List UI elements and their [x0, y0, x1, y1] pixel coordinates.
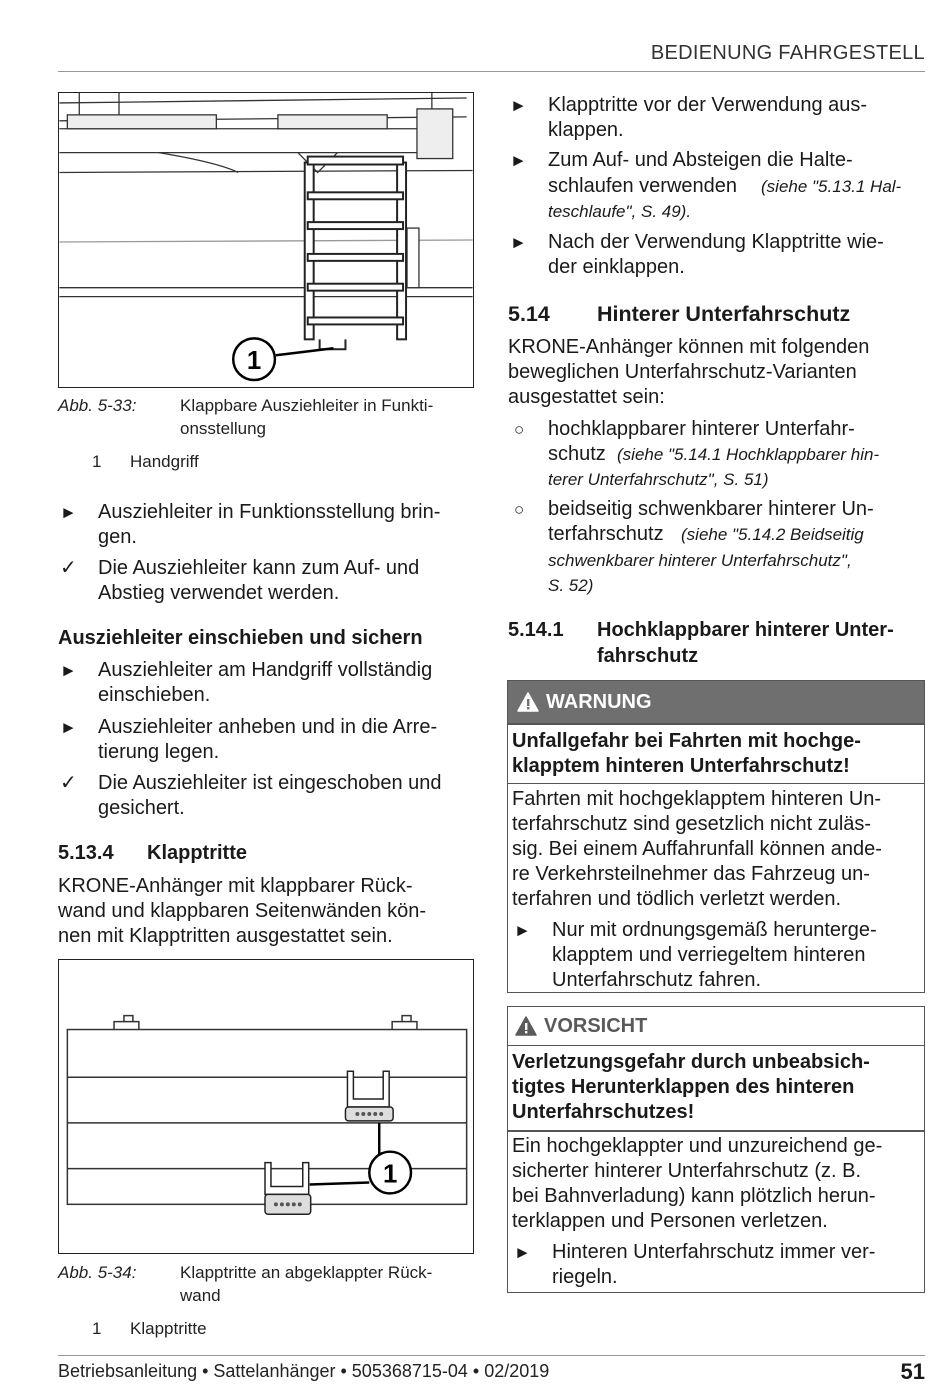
list-bullet: ○ — [514, 420, 525, 439]
caution-body-line3: bei Bahnverladung) kann plötzlich herun- — [512, 1185, 876, 1207]
checkmark-icon: ✓ — [60, 557, 77, 579]
unterfahrschutz-intro-line1: KRONE-Anhänger können mit folgenden — [508, 336, 870, 358]
cross-reference-link[interactable]: (siehe "5.13.1 Hal- — [761, 177, 902, 196]
figure1-caption-label: Abb. 5-33: — [58, 396, 137, 415]
right-action3-line1: Nach der Verwendung Klapptritte wie- — [548, 231, 884, 253]
left-action1-line1: Ausziehleiter in Funktionsstellung brin- — [98, 501, 441, 523]
subsection-title-line1: Hochklappbarer hinterer Unter- — [597, 619, 894, 641]
section-title-unterfahrschutz: Hinterer Unterfahrschutz — [597, 302, 851, 326]
klapptritte-illustration — [59, 960, 473, 1253]
left-result2-line1: Die Ausziehleiter ist eingeschoben und — [98, 772, 442, 794]
warning-divider — [508, 723, 924, 725]
figure2-caption-line2: wand — [180, 1286, 221, 1305]
left-action3-line1: Ausziehleiter anheben und in die Arre- — [98, 716, 438, 738]
figure1-callout: 1 — [246, 347, 262, 376]
action-marker: ► — [60, 503, 77, 522]
header-divider — [58, 71, 925, 72]
caution-body-line4: terklappen und Personen verletzen. — [512, 1210, 828, 1232]
figure2-legend-number: 1 — [92, 1319, 102, 1338]
figure2-caption-line1: Klapptritte an abgeklappter Rück- — [180, 1263, 433, 1282]
left-action1-line2: gen. — [98, 526, 137, 548]
action-marker: ► — [60, 718, 77, 737]
left-result1-line2: Abstieg verwendet werden. — [98, 582, 340, 604]
warning-triangle-icon — [514, 1015, 538, 1037]
unterfahrschutz-intro-line3: ausgestattet sein: — [508, 386, 665, 408]
warning-header — [508, 681, 924, 723]
action-marker: ► — [514, 920, 531, 940]
page-header-title: BEDIENUNG FAHRGESTELL — [650, 42, 925, 64]
figure1-legend-text: Handgriff — [130, 452, 199, 471]
action-marker: ► — [510, 233, 527, 252]
section-number-5-13-4: 5.13.4 — [58, 842, 114, 864]
cross-reference-link[interactable]: schwenkbarer hinterer Unterfahrschutz", — [548, 551, 852, 570]
footer-document-info: Betriebsanleitung • Sattelanhänger • 505368715-04 • 02/2019 — [58, 1361, 550, 1381]
variant1-line2: schutz — [548, 443, 606, 465]
right-action1-line2: klappen. — [548, 119, 624, 141]
caution-body-line2: sicherter hinterer Unterfahrschutz (z. B. — [512, 1160, 862, 1182]
caution-body-line1: Ein hochgeklappter und unzureichend ge- — [512, 1135, 883, 1157]
caution-title-line2: tigtes Herunterklappen des hinteren — [512, 1076, 855, 1098]
caution-action-line2: riegeln. — [552, 1266, 618, 1288]
warning-title-line1: Unfallgefahr bei Fahrten mit hochge- — [512, 729, 861, 752]
warning-body-line1: Fahrten mit hochgeklapptem hinteren Un- — [512, 787, 882, 810]
right-action1-line1: Klapptritte vor der Verwendung aus- — [548, 94, 868, 116]
figure2-caption-label: Abb. 5-34: — [58, 1263, 137, 1282]
caution-title-line1: Verletzungsgefahr durch unbeabsich- — [512, 1051, 870, 1073]
caution-title-line3: Unterfahrschutzes! — [512, 1101, 695, 1123]
warning-body-line3: sig. Bei einem Auffahrunfall können ande- — [512, 837, 882, 860]
warning-action-line1: Nur mit ordnungsgemäß herunterge- — [552, 918, 877, 941]
left-result1-line1: Die Ausziehleiter kann zum Auf- und — [98, 557, 420, 579]
action-marker: ► — [514, 1243, 531, 1262]
cross-reference-link[interactable]: S. 52) — [548, 576, 594, 595]
warning-title-divider — [508, 783, 924, 785]
warning-box — [507, 680, 925, 993]
cross-reference-link[interactable]: (siehe "5.14.1 Hochklappbarer hin- — [617, 445, 880, 464]
subsection-title-line2: fahrschutz — [597, 645, 699, 667]
warning-label: WARNUNG — [546, 690, 652, 713]
left-action2-line1: Ausziehleiter am Handgriff vollständig — [98, 659, 433, 681]
caution-box — [507, 1006, 925, 1293]
variant1-line1: hochklappbarer hinterer Unterfahr- — [548, 418, 855, 440]
klapptritte-para-line2: wand und klappbaren Seitenwänden kön- — [58, 900, 427, 922]
left-action2-line2: einschieben. — [98, 684, 211, 706]
warning-body-line4: re Verkehrsteilnehmer das Fahrzeug un- — [512, 862, 870, 885]
cross-reference-link[interactable]: terer Unterfahrschutz", S. 51) — [548, 470, 769, 489]
klapptritte-para-line3: nen mit Klapptritten ausgestattet sein. — [58, 925, 393, 947]
figure1-legend-number: 1 — [92, 452, 102, 471]
figure1-caption-line1: Klappbare Ausziehleiter in Funkti- — [180, 396, 434, 415]
subheading-einschieben: Ausziehleiter einschieben und sichern — [58, 627, 423, 649]
warning-triangle-icon — [516, 691, 540, 713]
variant2-line2: terfahrschutz — [548, 523, 664, 545]
subsection-number-5-14-1: 5.14.1 — [508, 619, 564, 641]
checkmark-icon: ✓ — [60, 772, 77, 794]
figure2-callout: 1 — [382, 1160, 398, 1189]
section-number-5-14: 5.14 — [508, 302, 550, 326]
list-bullet: ○ — [514, 500, 525, 519]
section-title-klapptritte: Klapptritte — [147, 842, 247, 864]
cross-reference-link[interactable]: (siehe "5.14.2 Beidseitig — [681, 525, 864, 544]
caution-title-divider — [508, 1130, 924, 1132]
left-result2-line2: gesichert. — [98, 797, 185, 819]
unterfahrschutz-intro-line2: beweglichen Unterfahrschutz-Varianten — [508, 361, 857, 383]
cross-reference-link[interactable]: teschlaufe", S. 49). — [548, 202, 692, 221]
warning-body-line5: terfahren und tödlich verletzt werden. — [512, 887, 842, 910]
figure1-caption-line2: onsstellung — [180, 419, 267, 438]
right-action3-line2: der einklappen. — [548, 256, 685, 278]
warning-body-line2: terfahrschutz sind gesetzlich nicht zuläs- — [512, 812, 872, 835]
warning-action-line3: Unterfahrschutz fahren. — [552, 968, 761, 991]
ladder-illustration — [59, 93, 473, 387]
figure2-legend-text: Klapptritte — [130, 1319, 207, 1338]
warning-action-line2: klapptem und verriegeltem hinteren — [552, 943, 866, 966]
figure-klapptritte — [58, 959, 474, 1254]
figure-ladder — [58, 92, 474, 388]
caution-action-line1: Hinteren Unterfahrschutz immer ver- — [552, 1241, 876, 1263]
action-marker: ► — [60, 661, 77, 680]
right-action2-line2: schlaufen verwenden — [548, 175, 738, 197]
variant2-line1: beidseitig schwenkbarer hinterer Un- — [548, 498, 874, 520]
left-action3-line2: tierung legen. — [98, 741, 220, 763]
caution-label: VORSICHT — [544, 1014, 648, 1037]
right-action2-line1: Zum Auf- und Absteigen die Halte- — [548, 149, 853, 171]
klapptritte-para-line1: KRONE-Anhänger mit klappbarer Rück- — [58, 875, 413, 897]
warning-title-line2: klapptem hinteren Unterfahrschutz! — [512, 754, 850, 777]
page-number: 51 — [900, 1359, 925, 1384]
action-marker: ► — [510, 96, 527, 115]
caution-header — [508, 1007, 924, 1046]
footer-divider — [58, 1355, 925, 1356]
action-marker: ► — [510, 151, 527, 170]
